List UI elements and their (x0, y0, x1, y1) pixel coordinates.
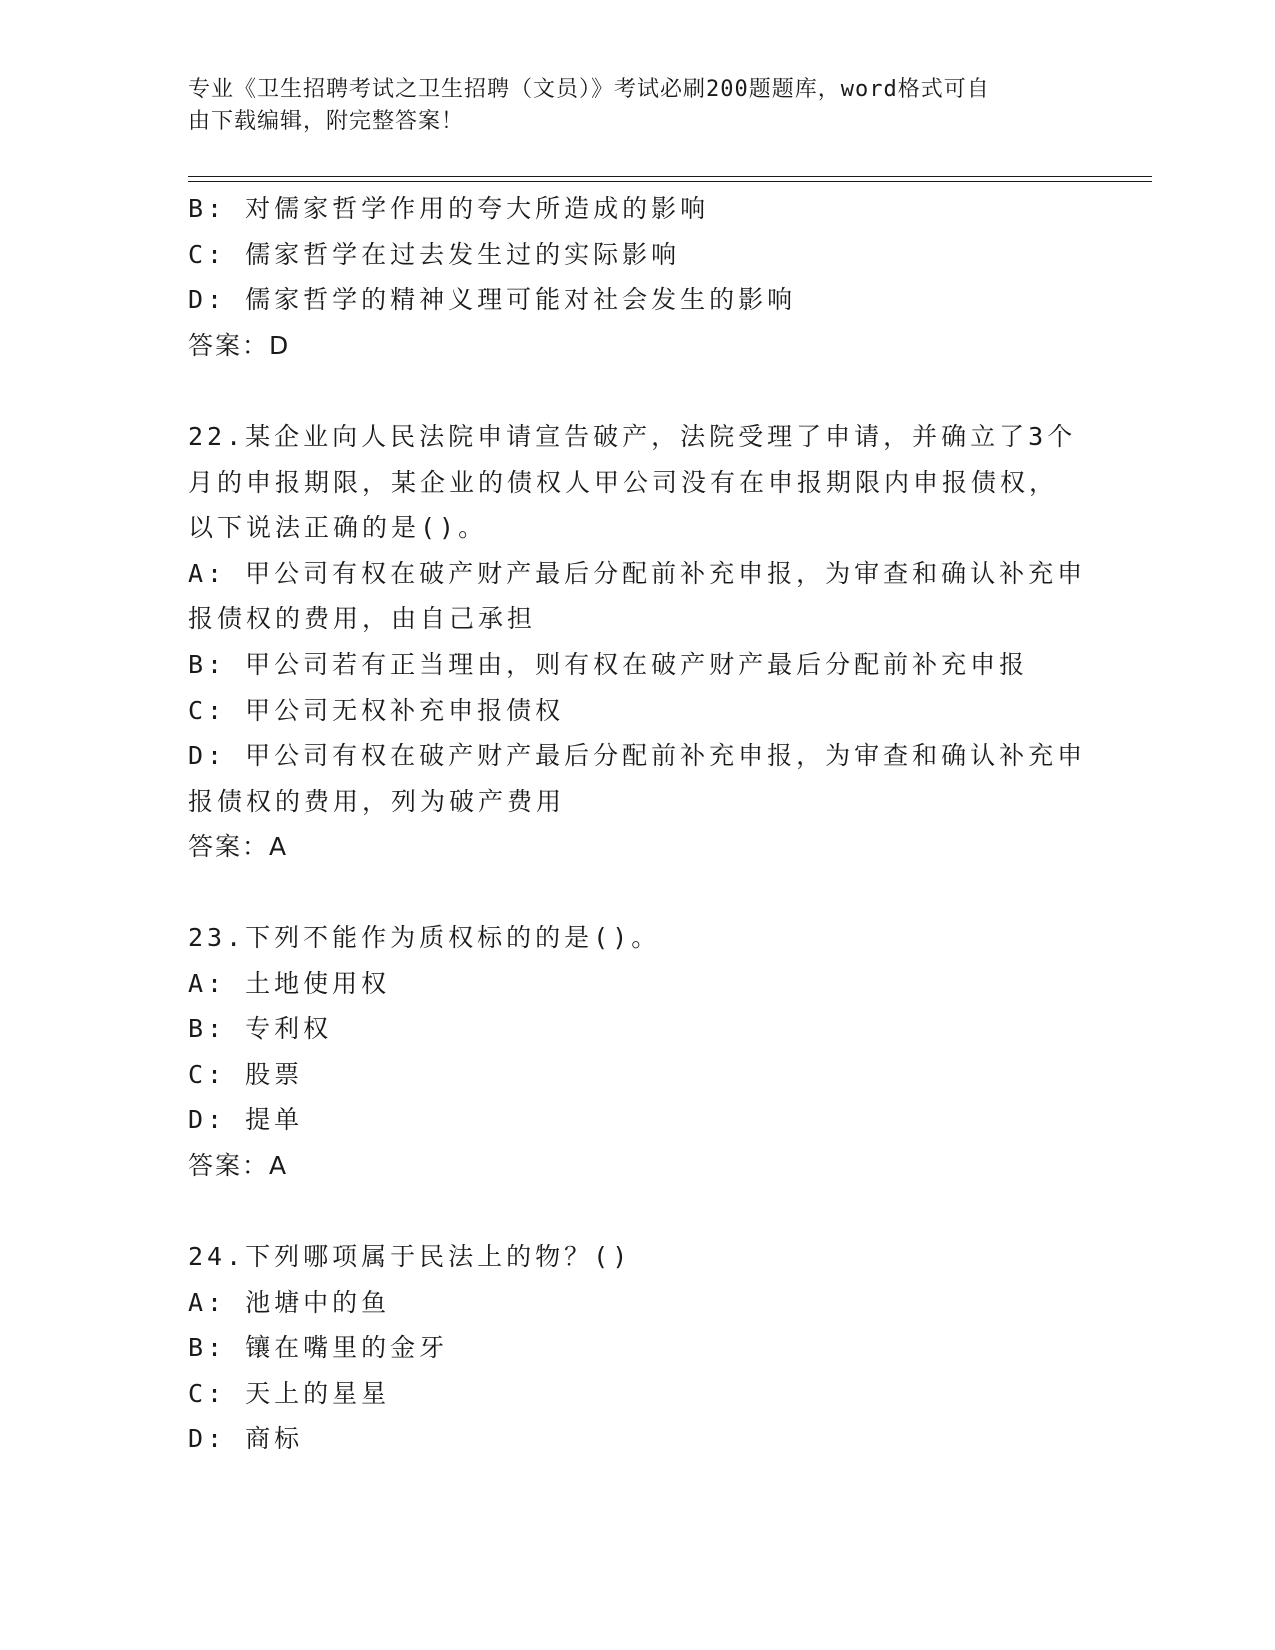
q22-answer: 答案：A (188, 832, 289, 861)
q22-stem-line-2: 月的申报期限，某企业的债权人甲公司没有在申报期限内申报债权， (188, 468, 1059, 497)
q23-option-d: D: 提单 (188, 1105, 304, 1134)
q21-option-c: C: 儒家哲学在过去发生过的实际影响 (188, 240, 681, 269)
q24-option-d: D: 商标 (188, 1424, 304, 1453)
q21-answer: 答案：D (188, 331, 291, 360)
q24-stem: 24.下列哪项属于民法上的物？() (188, 1242, 632, 1271)
q24-option-b: B: 镶在嘴里的金牙 (188, 1333, 449, 1362)
q22-option-d-line-2: 报债权的费用，列为破产费用 (188, 787, 566, 816)
header-line-1: 专业《卫生招聘考试之卫生招聘（文员）》考试必刷200题题库，word格式可自 (188, 77, 990, 102)
q22-option-b: B: 甲公司若有正当理由，则有权在破产财产最后分配前补充申报 (188, 650, 1029, 679)
header-divider-top (188, 176, 1152, 177)
q23-option-c: C: 股票 (188, 1060, 304, 1089)
page-header (188, 74, 1068, 138)
q23-option-a: A: 土地使用权 (188, 969, 391, 998)
q22-option-d-line-1: D: 甲公司有权在破产财产最后分配前补充申报，为审查和确认补充申 (188, 741, 1087, 770)
header-line-2: 由下载编辑，附完整答案！ (188, 109, 465, 134)
q21-option-d: D: 儒家哲学的精神义理可能对社会发生的影响 (188, 285, 797, 314)
q21-option-b: B: 对儒家哲学作用的夸大所造成的影响 (188, 194, 710, 223)
header-divider-bottom (188, 181, 1152, 182)
q23-stem: 23.下列不能作为质权标的的是()。 (188, 923, 661, 952)
q23-answer: 答案：A (188, 1151, 289, 1180)
q22-stem-line-1: 22.某企业向人民法院申请宣告破产，法院受理了申请，并确立了3个 (188, 422, 1077, 451)
q24-option-c: C: 天上的星星 (188, 1379, 391, 1408)
q22-option-c: C: 甲公司无权补充申报债权 (188, 696, 565, 725)
q24-option-a: A: 池塘中的鱼 (188, 1288, 391, 1317)
q22-stem-line-3: 以下说法正确的是()。 (188, 513, 488, 542)
q23-option-b: B: 专利权 (188, 1014, 333, 1043)
q22-option-a-line-1: A: 甲公司有权在破产财产最后分配前补充申报，为审查和确认补充申 (188, 559, 1087, 588)
q22-option-a-line-2: 报债权的费用，由自己承担 (188, 604, 537, 633)
